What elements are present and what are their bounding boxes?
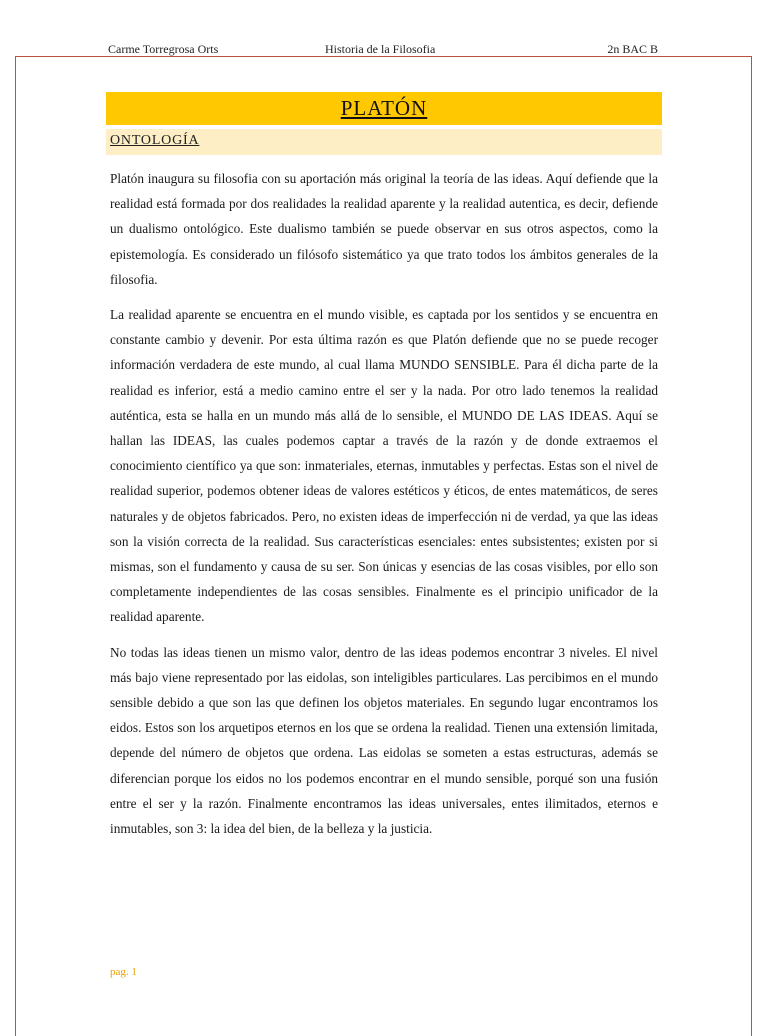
section-banner <box>106 129 662 155</box>
paragraph: Platón inaugura su filosofia con su aportación más original la teoría de las ideas. Aquí defiende que la realidad está formada por dos realidades la realidad aparente y la realidad autentica, es decir, defiende un dualismo ontológico. Este dualismo también se puede observar en sus otros aspectos, como la epistemología. Es considerado un filósofo sistemático ya que trato todos los ámbitos generales de la filosofia. <box>110 171 658 287</box>
paragraph: No todas las ideas tienen un mismo valor, dentro de las ideas podemos encontrar 3 niveles. El nivel más bajo viene representado por las eidolas, son inteligibles particulares. Las percibimos en el mundo sensible debido a que son las que definen los objetos materiales. En segundo lugar encontramos los eidos. Estos son los arquetipos eternos en los que se ordena la realidad. Tienen una extensión limitada, depende del número de objetos que ordena. Las eidolas se someten a estas estructuras, además se diferencian porque los eidos no los podemos encontrar en el mundo sensible, porqué son una fusión entre el ser y la razón. Finalmente encontramos las ideas universales, entes ilimitados, eternos e inmutables, son 3: la idea del bien, de la belleza y la justicia. <box>110 644 658 837</box>
header-author: Carme Torregrosa Orts <box>108 42 219 56</box>
header-subject: Historia de la Filosofia <box>325 42 436 56</box>
page-title: PLATÓN <box>340 96 428 120</box>
title-banner <box>106 92 662 125</box>
section-heading: ONTOLOGÍA <box>110 133 200 148</box>
document-body <box>110 166 658 851</box>
page-number: pag. 1 <box>110 966 137 978</box>
header-course: 2n BAC B <box>607 42 658 56</box>
paragraph: La realidad aparente se encuentra en el mundo visible, es captada por los sentidos y se encuentra en constante cambio y devenir. Por esta última razón es que Platón defiende que no se puede recoger información verdadera de este mundo, al cual llama MUNDO SENSIBLE. Para él dicha parte de la realidad es inferior, está a medio camino entre el ser y la nada. Por otro lado tenemos la realidad auténtica, esta se halla en un mundo más allá de lo sensible, el MUNDO DE LAS IDEAS. Aquí se hallan las IDEAS, las cuales podemos captar a través de la razón y de donde extraemos el conocimiento científico ya que son: inmateriales, eternas, inmutables y perfectas. Estas son el nivel de realidad superior, podemos obtener ideas de valores estéticos y éticos, de entes matemáticos, de seres naturales y de objetos fabricados. Pero, no existen ideas de imperfección ni de verdad, ya que las ideas son la visión correcta de la realidad. Sus características esenciales: entes subsistentes; existen por si mismas, son el fundamento y causa de su ser. Son únicas y esencias de las cosas visibles, por ello son completamente independientes de las cosas sensibles. Finalmente es el principio unificador de la realidad aparente. <box>110 307 658 625</box>
